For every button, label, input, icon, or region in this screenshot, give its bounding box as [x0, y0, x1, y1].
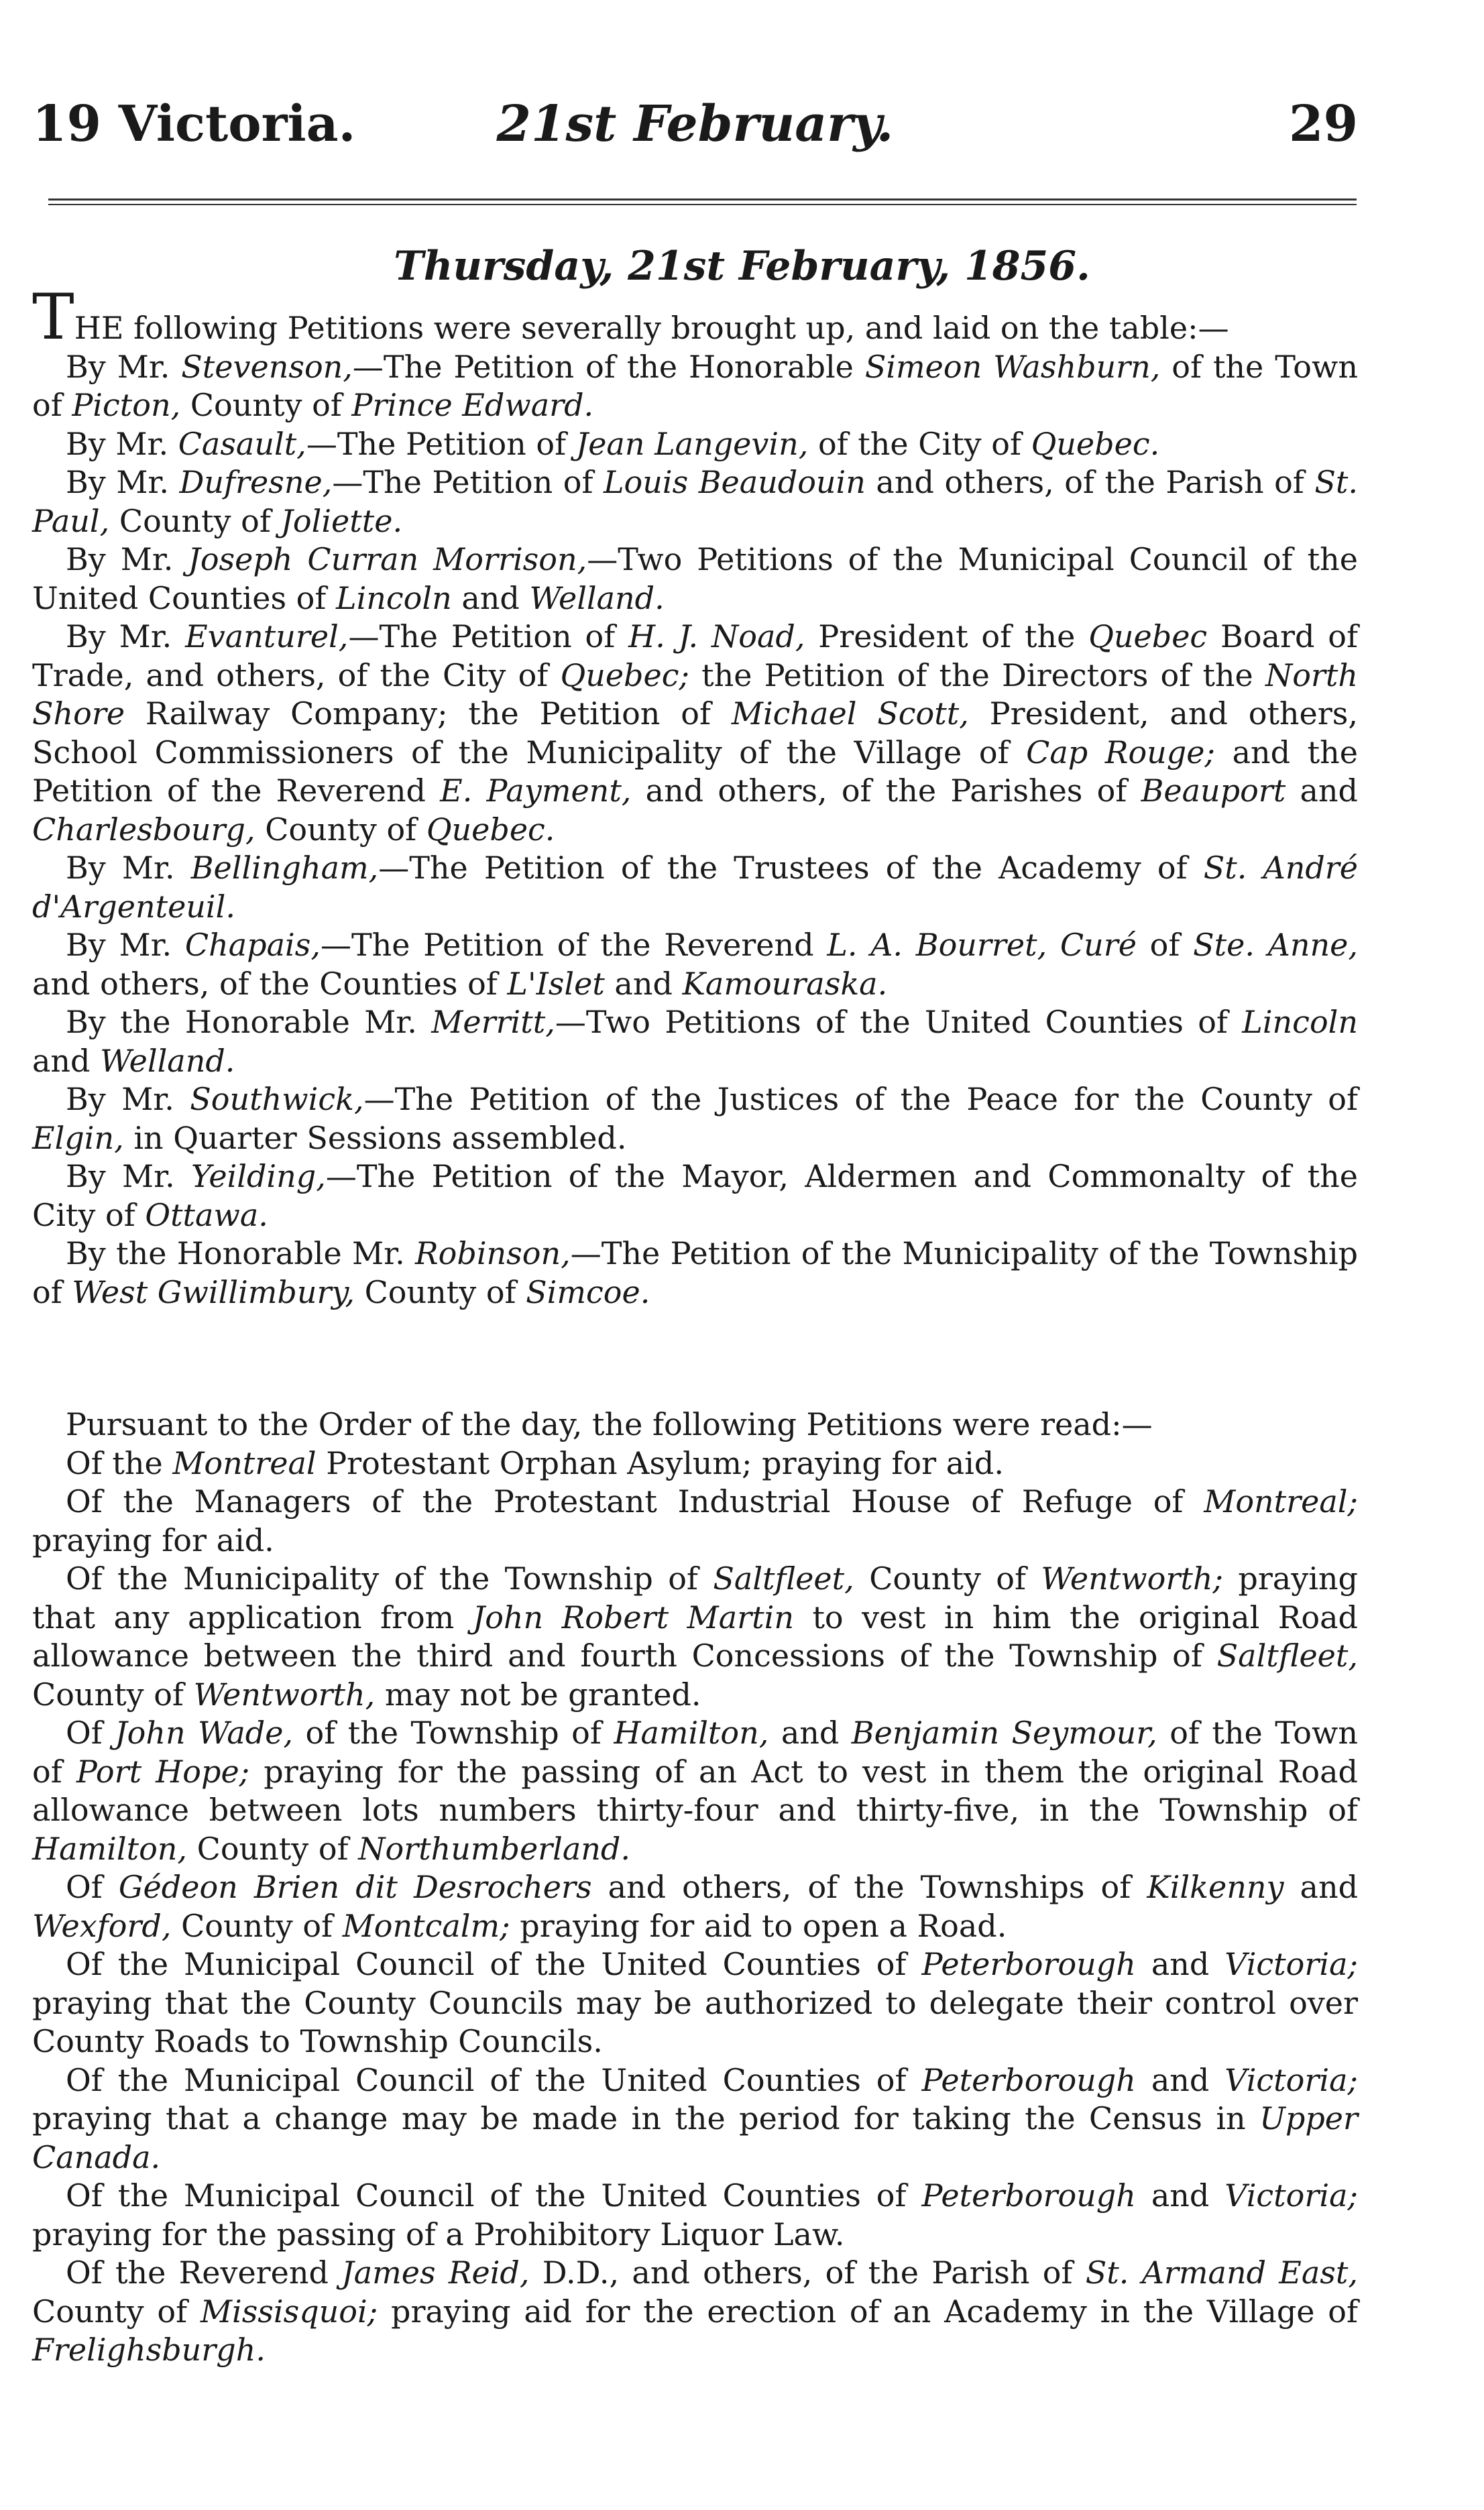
- intro-text: HE following Petitions were severally brought up, and laid on the table:—: [74, 310, 1229, 346]
- petition-read-entry: Of the Municipal Council of the United Counties of Peterborough and Victoria; praying for the passing of a Prohibitory Liquor Law.: [32, 2177, 1358, 2252]
- petition-read-entry: Of the Managers of the Protestant Industrial House of Refuge of Montreal; praying for aid.: [32, 1483, 1358, 1558]
- intro-paragraph: [32, 281, 1358, 354]
- petition-entry: By the Honorable Mr. Merritt,—Two Petitions of the United Counties of Lincoln and Welland.: [32, 1004, 1358, 1079]
- petition-entry: By Mr. Southwick,—The Petition of the Justices of the Peace for the County of Elgin, in Quarter Sessions assembled.: [32, 1081, 1358, 1156]
- order-of-day-paragraph: Pursuant to the Order of the day, the following Petitions were read:—: [66, 1406, 1153, 1442]
- header-rule-thin: [48, 204, 1357, 205]
- petition-entry: By Mr. Evanturel,—The Petition of H. J. Noad, President of the Quebec Board of Trade, and others, of the City of Quebec; the Petition of the Directors of the North Shore Railway Company; the Petition of Michael Scott, President, and others, School Commissioners of the Municipality of the Village of Cap Rouge; and the Petition of the Reverend E. Payment, and others, of the Parishes of Beauport and Charlesbourg, County of Quebec.: [32, 618, 1359, 848]
- petition-entry: By Mr. Yeilding,—The Petition of the Mayor, Aldermen and Commonalty of the City of Ottawa.: [32, 1158, 1358, 1233]
- sitting-title: Thursday, 21st February, 1856.: [394, 243, 1090, 290]
- petitions-brought-up: [32, 281, 1359, 1312]
- header-date: 21st February.: [496, 95, 894, 153]
- petition-entry: By the Honorable Mr. Robinson,—The Petition of the Municipality of the Township of West Gwillimbury, County of Simcoe.: [32, 1235, 1358, 1310]
- header-volume: 19 Victoria.: [32, 95, 356, 153]
- petition-read-entry: Of John Wade, of the Township of Hamilton, and Benjamin Seymour, of the Town of Port Hope; praying for the passing of an Act to vest in them the original Road allowance between lots numbers thirty-four and thirty-five, in the Township of Hamilton, County of Northumberland.: [32, 1715, 1359, 1867]
- petition-read-entry: Of the Municipal Council of the United Counties of Peterborough and Victoria; praying that a change may be made in the period for taking the Census in Upper Canada.: [32, 2061, 1358, 2175]
- petition-read-entry: Of the Municipality of the Township of Saltfleet, County of Wentworth; praying that any application from John Robert Martin to vest in him the original Road allowance between the third and fourth Concessions of the Township of Saltfleet, County of Wentworth, may not be granted.: [32, 1560, 1359, 1713]
- petition-read-entry: Of the Reverend James Reid, D.D., and others, of the Parish of St. Armand East, County of Missisquoi; praying aid for the erection of an Academy in the Village of Frelighsburgh.: [32, 2255, 1359, 2368]
- header-rule: [48, 198, 1357, 201]
- petition-read-entry: Of the Montreal Protestant Orphan Asylum; praying for aid.: [66, 1444, 1004, 1481]
- petitions-read: [32, 1406, 1358, 2370]
- petition-entry: By Mr. Stevenson,—The Petition of the Honorable Simeon Washburn, of the Town of Picton, County of Prince Edward.: [32, 348, 1358, 423]
- petition-read-entry: Of Gédeon Brien dit Desrochers and others, of the Townships of Kilkenny and Wexford, County of Montcalm; praying for aid to open a Road.: [32, 1869, 1359, 1944]
- drop-cap: T: [32, 281, 74, 354]
- running-header: [32, 87, 1358, 161]
- page-number: 29: [1289, 95, 1358, 153]
- petition-entry: By Mr. Joseph Curran Morrison,—Two Petitions of the Municipal Council of the United Counties of Lincoln and Welland.: [32, 541, 1359, 616]
- petition-entry: By Mr. Casault,—The Petition of Jean Langevin, of the City of Quebec.: [66, 425, 1160, 462]
- petition-entry: By Mr. Bellingham,—The Petition of the Trustees of the Academy of St. André d'Argenteuil.: [32, 850, 1358, 925]
- petition-entry: By Mr. Chapais,—The Petition of the Reverend L. A. Bourret, Curé of Ste. Anne, and others, of the Counties of L'Islet and Kamouraska.: [32, 927, 1359, 1002]
- petition-read-entry: Of the Municipal Council of the United Counties of Peterborough and Victoria; praying that the County Councils may be authorized to delegate their control over County Roads to Township Councils.: [32, 1946, 1358, 2059]
- petition-entry: By Mr. Dufresne,—The Petition of Louis Beaudouin and others, of the Parish of St. Paul, County of Joliette.: [32, 464, 1358, 539]
